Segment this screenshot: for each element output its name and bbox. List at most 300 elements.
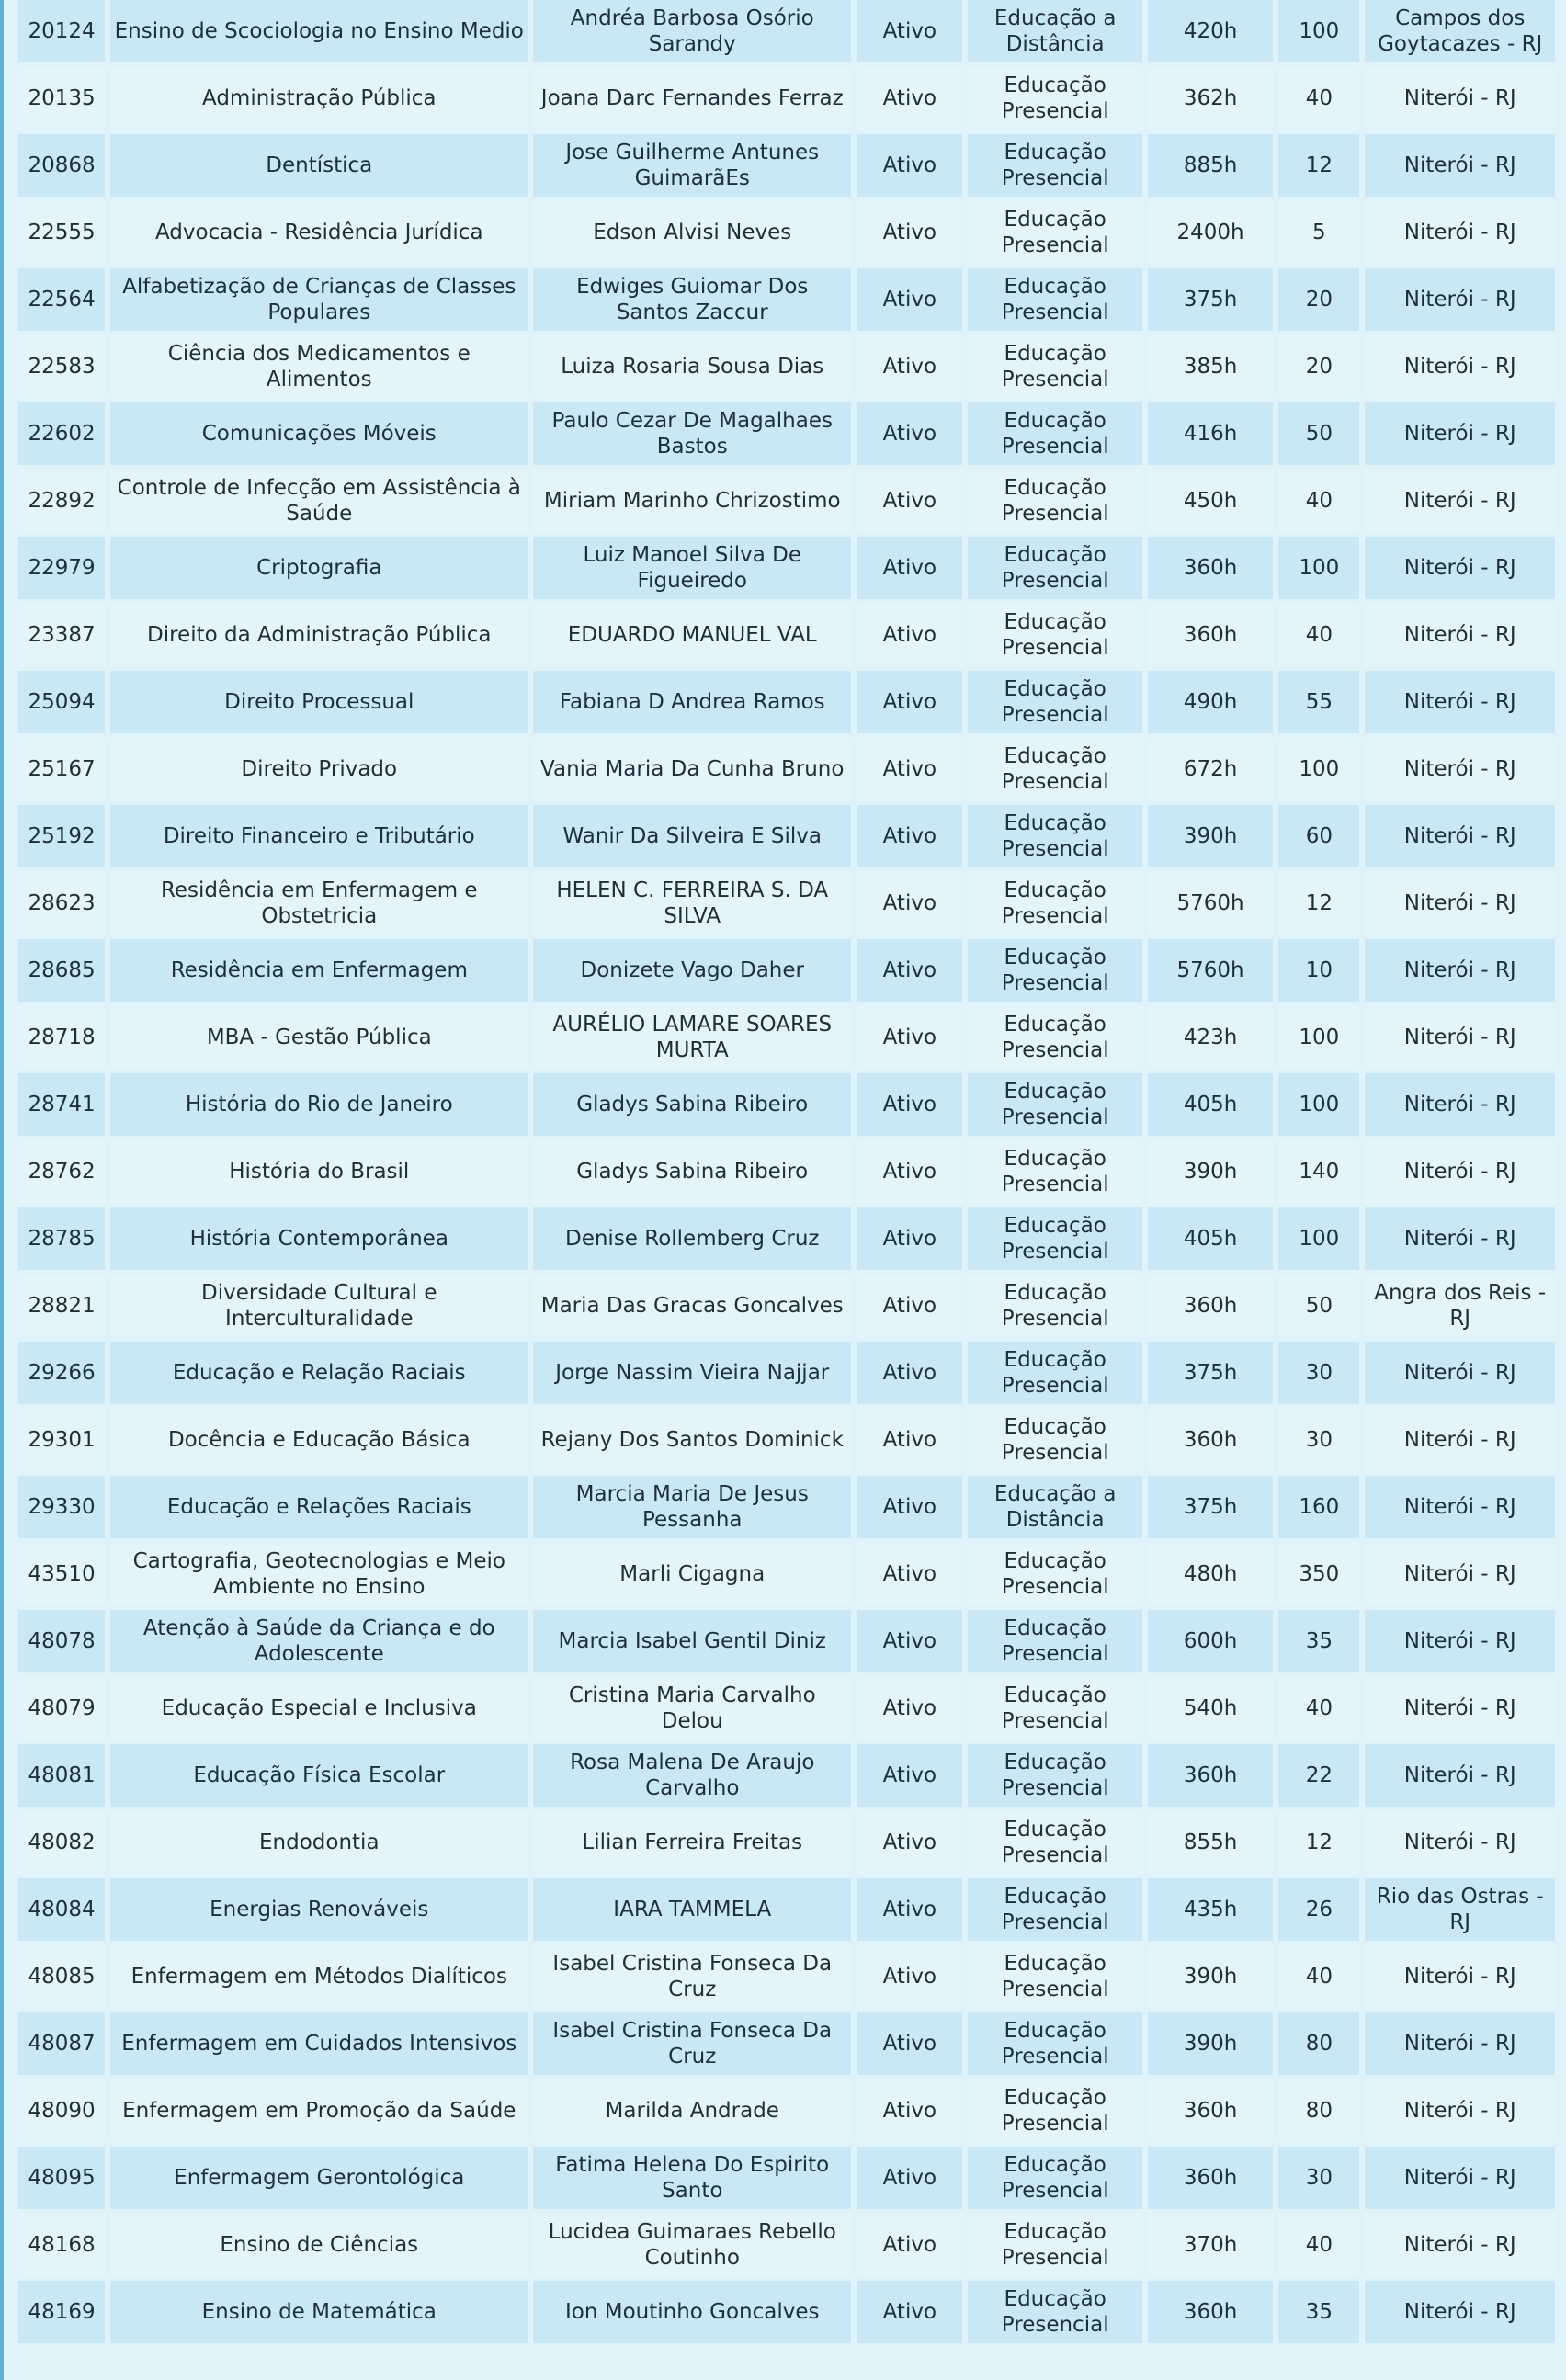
table-row — [18, 2147, 1555, 2209]
cell-course-name: Ensino de Matemática — [110, 2281, 528, 2343]
cell-status: Ativo — [857, 1476, 962, 1538]
cell-course-name: Ensino de Scociologia no Ensino Medio — [110, 0, 528, 62]
cell-modality: Educação Presencial — [968, 67, 1141, 130]
cell-coordinator: Isabel Cristina Fonseca Da Cruz — [533, 2012, 851, 2075]
cell-campus: Niterói - RJ — [1365, 2214, 1555, 2276]
cell-vacancies: 30 — [1278, 2147, 1359, 2209]
cell-coordinator: Lucidea Guimaraes Rebello Coutinho — [533, 2214, 851, 2276]
cell-code: 28821 — [18, 1275, 105, 1337]
cell-modality: Educação a Distância — [968, 1476, 1141, 1538]
cell-campus: Niterói - RJ — [1365, 1811, 1555, 1874]
cell-workload: 385h — [1148, 335, 1273, 398]
cell-workload: 600h — [1148, 1610, 1273, 1672]
cell-vacancies: 50 — [1278, 1275, 1359, 1337]
cell-code: 22555 — [18, 201, 105, 264]
cell-code: 28623 — [18, 872, 105, 935]
cell-status: Ativo — [857, 2147, 962, 2209]
cell-code: 29266 — [18, 1342, 105, 1404]
cell-campus: Niterói - RJ — [1365, 1342, 1555, 1404]
cell-course-name: História do Rio de Janeiro — [110, 1073, 528, 1136]
cell-modality: Educação Presencial — [968, 335, 1141, 398]
cell-code: 48082 — [18, 1811, 105, 1874]
cell-status: Ativo — [857, 402, 962, 465]
cell-vacancies: 140 — [1278, 1140, 1359, 1203]
cell-vacancies: 26 — [1278, 1878, 1359, 1941]
cell-vacancies: 100 — [1278, 738, 1359, 800]
cell-modality: Educação a Distância — [968, 0, 1141, 62]
cell-coordinator: Denise Rollemberg Cruz — [533, 1207, 851, 1270]
cell-campus: Niterói - RJ — [1365, 1006, 1555, 1069]
cell-campus: Niterói - RJ — [1365, 537, 1555, 599]
cell-vacancies: 55 — [1278, 671, 1359, 733]
cell-workload: 360h — [1148, 2080, 1273, 2142]
cell-course-name: Educação Física Escolar — [110, 1744, 528, 1807]
cell-code: 28762 — [18, 1140, 105, 1203]
cell-coordinator: AURÉLIO LAMARE SOARES MURTA — [533, 1006, 851, 1069]
cell-workload: 490h — [1148, 671, 1273, 733]
cell-campus: Niterói - RJ — [1365, 268, 1555, 331]
cell-campus: Campos dos Goytacazes - RJ — [1365, 0, 1555, 62]
cell-modality: Educação Presencial — [968, 201, 1141, 264]
cell-status: Ativo — [857, 2214, 962, 2276]
cell-status: Ativo — [857, 1945, 962, 2008]
cell-course-name: Enfermagem Gerontológica — [110, 2147, 528, 2209]
cell-status: Ativo — [857, 268, 962, 331]
cell-workload: 360h — [1148, 604, 1273, 666]
cell-course-name: Criptografia — [110, 537, 528, 599]
cell-workload: 375h — [1148, 1476, 1273, 1538]
table-row — [18, 1006, 1555, 1069]
cell-status: Ativo — [857, 335, 962, 398]
cell-modality: Educação Presencial — [968, 872, 1141, 935]
cell-coordinator: Rosa Malena De Araujo Carvalho — [533, 1744, 851, 1807]
table-row — [18, 67, 1555, 130]
cell-coordinator: Joana Darc Fernandes Ferraz — [533, 67, 851, 130]
cell-workload: 480h — [1148, 1543, 1273, 1605]
cell-course-name: Residência em Enfermagem e Obstetricia — [110, 872, 528, 935]
cell-course-name: História do Brasil — [110, 1140, 528, 1203]
cell-campus: Niterói - RJ — [1365, 1476, 1555, 1538]
cell-modality: Educação Presencial — [968, 1543, 1141, 1605]
cell-modality: Educação Presencial — [968, 1610, 1141, 1672]
cell-status: Ativo — [857, 738, 962, 800]
table-row — [18, 1207, 1555, 1270]
cell-modality: Educação Presencial — [968, 1342, 1141, 1404]
cell-course-name: Direito Processual — [110, 671, 528, 733]
cell-vacancies: 50 — [1278, 402, 1359, 465]
cell-vacancies: 40 — [1278, 470, 1359, 532]
cell-workload: 885h — [1148, 134, 1273, 197]
cell-campus: Niterói - RJ — [1365, 470, 1555, 532]
cell-course-name: Docência e Educação Básica — [110, 1409, 528, 1471]
cell-modality: Educação Presencial — [968, 134, 1141, 197]
table-row — [18, 1677, 1555, 1740]
table-row — [18, 2080, 1555, 2142]
cell-status: Ativo — [857, 2281, 962, 2343]
table-row — [18, 1409, 1555, 1471]
cell-status: Ativo — [857, 2080, 962, 2142]
cell-workload: 390h — [1148, 805, 1273, 867]
cell-workload: 360h — [1148, 2281, 1273, 2343]
cell-coordinator: Marilda Andrade — [533, 2080, 851, 2142]
cell-status: Ativo — [857, 1811, 962, 1874]
cell-coordinator: Jose Guilherme Antunes GuimarãEs — [533, 134, 851, 197]
cell-vacancies: 20 — [1278, 268, 1359, 331]
cell-course-name: Alfabetização de Crianças de Classes Populares — [110, 268, 528, 331]
cell-code: 22979 — [18, 537, 105, 599]
cell-course-name: Ciência dos Medicamentos e Alimentos — [110, 335, 528, 398]
cell-vacancies: 30 — [1278, 1342, 1359, 1404]
cell-modality: Educação Presencial — [968, 1275, 1141, 1337]
cell-campus: Niterói - RJ — [1365, 1677, 1555, 1740]
cell-workload: 5760h — [1148, 872, 1273, 935]
cell-modality: Educação Presencial — [968, 1409, 1141, 1471]
cell-campus: Niterói - RJ — [1365, 1610, 1555, 1672]
cell-coordinator: HELEN C. FERREIRA S. DA SILVA — [533, 872, 851, 935]
cell-code: 20135 — [18, 67, 105, 130]
cell-code: 28718 — [18, 1006, 105, 1069]
cell-status: Ativo — [857, 2012, 962, 2075]
cell-status: Ativo — [857, 67, 962, 130]
cell-campus: Niterói - RJ — [1365, 1140, 1555, 1203]
cell-course-name: Advocacia - Residência Jurídica — [110, 201, 528, 264]
cell-coordinator: Rejany Dos Santos Dominick — [533, 1409, 851, 1471]
cell-course-name: Educação e Relações Raciais — [110, 1476, 528, 1538]
cell-modality: Educação Presencial — [968, 1744, 1141, 1807]
cell-code: 28741 — [18, 1073, 105, 1136]
cell-course-name: Atenção à Saúde da Criança e do Adolescente — [110, 1610, 528, 1672]
cell-status: Ativo — [857, 1878, 962, 1941]
cell-coordinator: Marli Cigagna — [533, 1543, 851, 1605]
cell-coordinator: Andréa Barbosa Osório Sarandy — [533, 0, 851, 62]
cell-workload: 362h — [1148, 67, 1273, 130]
cell-campus: Niterói - RJ — [1365, 1073, 1555, 1136]
cell-course-name: Educação Especial e Inclusiva — [110, 1677, 528, 1740]
cell-coordinator: Marcia Isabel Gentil Diniz — [533, 1610, 851, 1672]
cell-coordinator: Cristina Maria Carvalho Delou — [533, 1677, 851, 1740]
cell-vacancies: 40 — [1278, 604, 1359, 666]
cell-course-name: Controle de Infecção em Assistência à Saúde — [110, 470, 528, 532]
cell-campus: Niterói - RJ — [1365, 2281, 1555, 2343]
cell-code: 48087 — [18, 2012, 105, 2075]
cell-code: 25094 — [18, 671, 105, 733]
cell-workload: 405h — [1148, 1207, 1273, 1270]
cell-code: 22602 — [18, 402, 105, 465]
cell-course-name: Residência em Enfermagem — [110, 939, 528, 1002]
table-row — [18, 268, 1555, 331]
table-row — [18, 1275, 1555, 1337]
cell-campus: Niterói - RJ — [1365, 1945, 1555, 2008]
cell-modality: Educação Presencial — [968, 2080, 1141, 2142]
table-row — [18, 470, 1555, 532]
cell-modality: Educação Presencial — [968, 1878, 1141, 1941]
table-row — [18, 805, 1555, 867]
cell-campus: Angra dos Reis - RJ — [1365, 1275, 1555, 1337]
cell-workload: 375h — [1148, 1342, 1273, 1404]
cell-status: Ativo — [857, 1342, 962, 1404]
cell-modality: Educação Presencial — [968, 402, 1141, 465]
cell-modality: Educação Presencial — [968, 2214, 1141, 2276]
table-body — [18, 0, 1555, 2343]
cell-course-name: Enfermagem em Métodos Dialíticos — [110, 1945, 528, 2008]
cell-coordinator: Gladys Sabina Ribeiro — [533, 1140, 851, 1203]
cell-code: 48090 — [18, 2080, 105, 2142]
cell-status: Ativo — [857, 134, 962, 197]
cell-workload: 5760h — [1148, 939, 1273, 1002]
cell-status: Ativo — [857, 1275, 962, 1337]
cell-campus: Niterói - RJ — [1365, 201, 1555, 264]
cell-coordinator: IARA TAMMELA — [533, 1878, 851, 1941]
cell-status: Ativo — [857, 0, 962, 62]
table-row — [18, 201, 1555, 264]
cell-workload: 540h — [1148, 1677, 1273, 1740]
cell-coordinator: Edwiges Guiomar Dos Santos Zaccur — [533, 268, 851, 331]
cell-modality: Educação Presencial — [968, 738, 1141, 800]
cell-vacancies: 12 — [1278, 1811, 1359, 1874]
cell-vacancies: 5 — [1278, 201, 1359, 264]
cell-status: Ativo — [857, 1744, 962, 1807]
cell-modality: Educação Presencial — [968, 268, 1141, 331]
cell-workload: 416h — [1148, 402, 1273, 465]
cell-coordinator: Lilian Ferreira Freitas — [533, 1811, 851, 1874]
cell-code: 28685 — [18, 939, 105, 1002]
cell-campus: Niterói - RJ — [1365, 604, 1555, 666]
table-row — [18, 1744, 1555, 1807]
cell-code: 48168 — [18, 2214, 105, 2276]
cell-status: Ativo — [857, 872, 962, 935]
cell-campus: Rio das Ostras - RJ — [1365, 1878, 1555, 1941]
table-row — [18, 134, 1555, 197]
cell-status: Ativo — [857, 604, 962, 666]
cell-code: 25192 — [18, 805, 105, 867]
cell-coordinator: Luiz Manoel Silva De Figueiredo — [533, 537, 851, 599]
cell-workload: 360h — [1148, 537, 1273, 599]
cell-status: Ativo — [857, 1610, 962, 1672]
cell-coordinator: Wanir Da Silveira E Silva — [533, 805, 851, 867]
cell-coordinator: Luiza Rosaria Sousa Dias — [533, 335, 851, 398]
cell-modality: Educação Presencial — [968, 1945, 1141, 2008]
cell-modality: Educação Presencial — [968, 537, 1141, 599]
cell-code: 48079 — [18, 1677, 105, 1740]
cell-code: 29330 — [18, 1476, 105, 1538]
cell-status: Ativo — [857, 1543, 962, 1605]
cell-workload: 360h — [1148, 1744, 1273, 1807]
left-border — [0, 0, 4, 2380]
cell-modality: Educação Presencial — [968, 2012, 1141, 2075]
cell-campus: Niterói - RJ — [1365, 1207, 1555, 1270]
table-row — [18, 335, 1555, 398]
cell-workload: 2400h — [1148, 201, 1273, 264]
cell-course-name: Direito Privado — [110, 738, 528, 800]
cell-campus: Niterói - RJ — [1365, 2147, 1555, 2209]
cell-campus: Niterói - RJ — [1365, 1744, 1555, 1807]
cell-code: 28785 — [18, 1207, 105, 1270]
cell-course-name: Educação e Relação Raciais — [110, 1342, 528, 1404]
cell-vacancies: 60 — [1278, 805, 1359, 867]
cell-status: Ativo — [857, 1409, 962, 1471]
cell-modality: Educação Presencial — [968, 2281, 1141, 2343]
table-row — [18, 872, 1555, 935]
cell-workload: 360h — [1148, 1275, 1273, 1337]
cell-code: 48078 — [18, 1610, 105, 1672]
cell-workload: 390h — [1148, 1140, 1273, 1203]
cell-status: Ativo — [857, 537, 962, 599]
cell-modality: Educação Presencial — [968, 671, 1141, 733]
cell-coordinator: EDUARDO MANUEL VAL — [533, 604, 851, 666]
table-row — [18, 1342, 1555, 1404]
cell-coordinator: Edson Alvisi Neves — [533, 201, 851, 264]
table-row — [18, 1073, 1555, 1136]
cell-workload: 360h — [1148, 2147, 1273, 2209]
cell-campus: Niterói - RJ — [1365, 2012, 1555, 2075]
cell-workload: 360h — [1148, 1409, 1273, 1471]
cell-course-name: Dentística — [110, 134, 528, 197]
cell-workload: 375h — [1148, 268, 1273, 331]
cell-course-name: Cartografia, Geotecnologias e Meio Ambiente no Ensino — [110, 1543, 528, 1605]
cell-course-name: Direito Financeiro e Tributário — [110, 805, 528, 867]
cell-status: Ativo — [857, 939, 962, 1002]
cell-vacancies: 40 — [1278, 1945, 1359, 2008]
cell-course-name: Administração Pública — [110, 67, 528, 130]
table-row — [18, 1140, 1555, 1203]
table-row — [18, 2214, 1555, 2276]
cell-status: Ativo — [857, 1006, 962, 1069]
cell-workload: 390h — [1148, 1945, 1273, 2008]
cell-vacancies: 35 — [1278, 2281, 1359, 2343]
cell-code: 22583 — [18, 335, 105, 398]
cell-modality: Educação Presencial — [968, 604, 1141, 666]
table-row — [18, 738, 1555, 800]
cell-vacancies: 160 — [1278, 1476, 1359, 1538]
cell-code: 25167 — [18, 738, 105, 800]
cell-code: 43510 — [18, 1543, 105, 1605]
cell-vacancies: 100 — [1278, 537, 1359, 599]
table-row — [18, 604, 1555, 666]
cell-code: 48095 — [18, 2147, 105, 2209]
cell-workload: 435h — [1148, 1878, 1273, 1941]
cell-coordinator: Fatima Helena Do Espirito Santo — [533, 2147, 851, 2209]
cell-campus: Niterói - RJ — [1365, 805, 1555, 867]
cell-course-name: Direito da Administração Pública — [110, 604, 528, 666]
cell-vacancies: 20 — [1278, 335, 1359, 398]
cell-modality: Educação Presencial — [968, 939, 1141, 1002]
cell-modality: Educação Presencial — [968, 805, 1141, 867]
cell-campus: Niterói - RJ — [1365, 872, 1555, 935]
cell-status: Ativo — [857, 1140, 962, 1203]
cell-workload: 405h — [1148, 1073, 1273, 1136]
cell-modality: Educação Presencial — [968, 470, 1141, 532]
cell-vacancies: 35 — [1278, 1610, 1359, 1672]
cell-coordinator: Ion Moutinho Goncalves — [533, 2281, 851, 2343]
cell-vacancies: 40 — [1278, 1677, 1359, 1740]
cell-code: 48169 — [18, 2281, 105, 2343]
cell-campus: Niterói - RJ — [1365, 738, 1555, 800]
table-row — [18, 537, 1555, 599]
cell-vacancies: 100 — [1278, 1006, 1359, 1069]
cell-status: Ativo — [857, 805, 962, 867]
cell-workload: 423h — [1148, 1006, 1273, 1069]
cell-campus: Niterói - RJ — [1365, 67, 1555, 130]
cell-code: 22564 — [18, 268, 105, 331]
cell-code: 29301 — [18, 1409, 105, 1471]
cell-code: 23387 — [18, 604, 105, 666]
cell-vacancies: 100 — [1278, 1207, 1359, 1270]
cell-campus: Niterói - RJ — [1365, 1543, 1555, 1605]
cell-campus: Niterói - RJ — [1365, 1409, 1555, 1471]
cell-code: 48081 — [18, 1744, 105, 1807]
table-row — [18, 1811, 1555, 1874]
table-row — [18, 402, 1555, 465]
cell-coordinator: Gladys Sabina Ribeiro — [533, 1073, 851, 1136]
cell-campus: Niterói - RJ — [1365, 671, 1555, 733]
cell-course-name: Enfermagem em Cuidados Intensivos — [110, 2012, 528, 2075]
cell-status: Ativo — [857, 1677, 962, 1740]
cell-status: Ativo — [857, 1073, 962, 1136]
cell-workload: 370h — [1148, 2214, 1273, 2276]
cell-course-name: Diversidade Cultural e Interculturalidade — [110, 1275, 528, 1337]
cell-campus: Niterói - RJ — [1365, 2080, 1555, 2142]
table-row — [18, 1610, 1555, 1672]
table-row — [18, 2012, 1555, 2075]
cell-vacancies: 22 — [1278, 1744, 1359, 1807]
cell-vacancies: 12 — [1278, 134, 1359, 197]
cell-coordinator: Paulo Cezar De Magalhaes Bastos — [533, 402, 851, 465]
cell-code: 48085 — [18, 1945, 105, 2008]
cell-workload: 420h — [1148, 0, 1273, 62]
courses-table — [13, 0, 1560, 2348]
cell-course-name: Ensino de Ciências — [110, 2214, 528, 2276]
cell-vacancies: 100 — [1278, 1073, 1359, 1136]
cell-coordinator: Vania Maria Da Cunha Bruno — [533, 738, 851, 800]
cell-vacancies: 80 — [1278, 2080, 1359, 2142]
cell-modality: Educação Presencial — [968, 1140, 1141, 1203]
cell-vacancies: 10 — [1278, 939, 1359, 1002]
cell-modality: Educação Presencial — [968, 1677, 1141, 1740]
cell-campus: Niterói - RJ — [1365, 134, 1555, 197]
cell-coordinator: Maria Das Gracas Goncalves — [533, 1275, 851, 1337]
cell-workload: 450h — [1148, 470, 1273, 532]
cell-modality: Educação Presencial — [968, 1006, 1141, 1069]
cell-vacancies: 12 — [1278, 872, 1359, 935]
cell-modality: Educação Presencial — [968, 1207, 1141, 1270]
cell-code: 20868 — [18, 134, 105, 197]
cell-campus: Niterói - RJ — [1365, 402, 1555, 465]
cell-status: Ativo — [857, 671, 962, 733]
cell-coordinator: Fabiana D Andrea Ramos — [533, 671, 851, 733]
cell-vacancies: 350 — [1278, 1543, 1359, 1605]
cell-campus: Niterói - RJ — [1365, 335, 1555, 398]
cell-vacancies: 30 — [1278, 1409, 1359, 1471]
cell-code: 22892 — [18, 470, 105, 532]
cell-modality: Educação Presencial — [968, 2147, 1141, 2209]
table-row — [18, 1543, 1555, 1605]
cell-modality: Educação Presencial — [968, 1073, 1141, 1136]
cell-vacancies: 40 — [1278, 67, 1359, 130]
table-row — [18, 1476, 1555, 1538]
cell-vacancies: 40 — [1278, 2214, 1359, 2276]
table-row — [18, 671, 1555, 733]
cell-course-name: Endodontia — [110, 1811, 528, 1874]
table-row — [18, 1878, 1555, 1941]
cell-course-name: História Contemporânea — [110, 1207, 528, 1270]
cell-vacancies: 100 — [1278, 0, 1359, 62]
cell-course-name: Energias Renováveis — [110, 1878, 528, 1941]
cell-modality: Educação Presencial — [968, 1811, 1141, 1874]
cell-course-name: MBA - Gestão Pública — [110, 1006, 528, 1069]
cell-workload: 672h — [1148, 738, 1273, 800]
table-row — [18, 939, 1555, 1002]
cell-workload: 390h — [1148, 2012, 1273, 2075]
